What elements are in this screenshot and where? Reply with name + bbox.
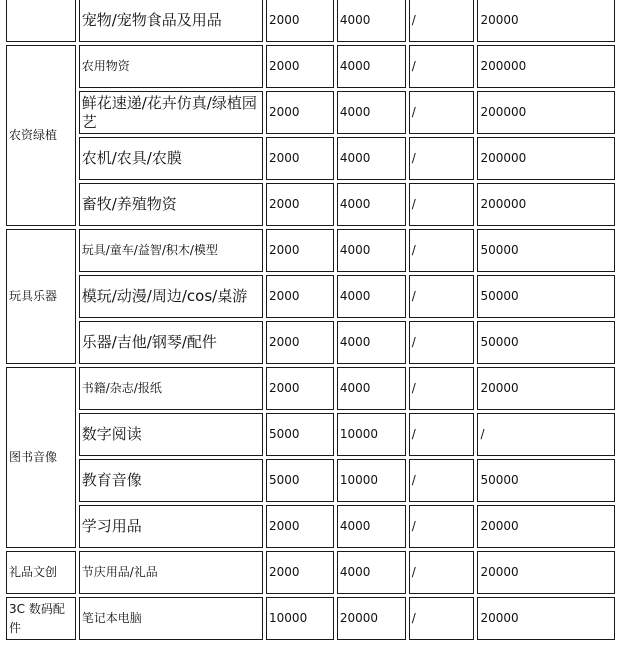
- deposit-cell: 4000: [337, 183, 406, 226]
- fee-cell: /: [409, 505, 475, 548]
- min-deposit-cell: 2000: [266, 137, 334, 180]
- min-deposit-cell: 2000: [266, 367, 334, 410]
- table-row: [6, 183, 615, 226]
- subcategory-cell: 书籍/杂志/报纸: [79, 367, 263, 410]
- min-deposit-cell: 2000: [266, 0, 334, 42]
- fee-cell: /: [409, 413, 475, 456]
- min-deposit-cell: 10000: [266, 597, 334, 640]
- min-deposit-cell: 5000: [266, 459, 334, 502]
- table-row: [6, 0, 615, 42]
- subcategory-cell: 节庆用品/礼品: [79, 551, 263, 594]
- fee-cell: /: [409, 45, 475, 88]
- limit-cell: 20000: [477, 551, 615, 594]
- deposit-cell: 20000: [337, 597, 406, 640]
- subcategory-cell: 模玩/动漫/周边/cos/桌游: [79, 275, 263, 318]
- min-deposit-cell: 2000: [266, 229, 334, 272]
- min-deposit-cell: 2000: [266, 505, 334, 548]
- subcategory-cell: 教育音像: [79, 459, 263, 502]
- deposit-cell: 4000: [337, 45, 406, 88]
- subcategory-cell: 笔记本电脑: [79, 597, 263, 640]
- table-row: [6, 597, 615, 640]
- category-cell: 礼品文创: [6, 551, 76, 594]
- category-cell: 3C 数码配件: [6, 597, 76, 640]
- min-deposit-cell: 2000: [266, 275, 334, 318]
- table-row: [6, 91, 615, 134]
- fee-cell: /: [409, 183, 475, 226]
- table-row: [6, 45, 615, 88]
- fee-cell: /: [409, 229, 475, 272]
- limit-cell: /: [477, 413, 615, 456]
- table-body: [6, 0, 615, 640]
- deposit-cell: 4000: [337, 367, 406, 410]
- subcategory-cell: 宠物/宠物食品及用品: [79, 0, 263, 42]
- min-deposit-cell: 5000: [266, 413, 334, 456]
- subcategory-cell: 鲜花速递/花卉仿真/绿植园艺: [79, 91, 263, 134]
- fee-cell: /: [409, 367, 475, 410]
- limit-cell: 20000: [477, 505, 615, 548]
- subcategory-cell: 农机/农具/农膜: [79, 137, 263, 180]
- table-row: [6, 229, 615, 272]
- deposit-cell: 4000: [337, 229, 406, 272]
- table-row: [6, 321, 615, 364]
- fee-cell: /: [409, 91, 475, 134]
- min-deposit-cell: 2000: [266, 91, 334, 134]
- fee-cell: /: [409, 137, 475, 180]
- min-deposit-cell: 2000: [266, 183, 334, 226]
- subcategory-cell: 数字阅读: [79, 413, 263, 456]
- table-row: [6, 137, 615, 180]
- min-deposit-cell: 2000: [266, 45, 334, 88]
- category-cell: [6, 0, 76, 42]
- table-row: [6, 459, 615, 502]
- limit-cell: 20000: [477, 597, 615, 640]
- table-row: [6, 275, 615, 318]
- category-cell: 农资绿植: [6, 45, 76, 226]
- limit-cell: 50000: [477, 321, 615, 364]
- min-deposit-cell: 2000: [266, 321, 334, 364]
- limit-cell: 200000: [477, 183, 615, 226]
- subcategory-cell: 乐器/吉他/钢琴/配件: [79, 321, 263, 364]
- table-row: [6, 505, 615, 548]
- limit-cell: 20000: [477, 367, 615, 410]
- deposit-cell: 4000: [337, 505, 406, 548]
- deposit-cell: 10000: [337, 459, 406, 502]
- limit-cell: 50000: [477, 459, 615, 502]
- category-cell: 图书音像: [6, 367, 76, 548]
- min-deposit-cell: 2000: [266, 551, 334, 594]
- deposit-cell: 4000: [337, 275, 406, 318]
- fee-cell: /: [409, 551, 475, 594]
- limit-cell: 50000: [477, 229, 615, 272]
- deposit-cell: 4000: [337, 137, 406, 180]
- fee-cell: /: [409, 275, 475, 318]
- fee-cell: /: [409, 597, 475, 640]
- table-row: [6, 413, 615, 456]
- subcategory-cell: 畜牧/养殖物资: [79, 183, 263, 226]
- subcategory-cell: 农用物资: [79, 45, 263, 88]
- limit-cell: 20000: [477, 0, 615, 42]
- table-row: [6, 367, 615, 410]
- deposit-cell: 4000: [337, 551, 406, 594]
- category-deposit-table: [3, 0, 618, 643]
- deposit-cell: 4000: [337, 0, 406, 42]
- fee-cell: /: [409, 459, 475, 502]
- subcategory-cell: 玩具/童车/益智/积木/模型: [79, 229, 263, 272]
- deposit-cell: 4000: [337, 91, 406, 134]
- fee-cell: /: [409, 0, 475, 42]
- fee-cell: /: [409, 321, 475, 364]
- limit-cell: 200000: [477, 91, 615, 134]
- subcategory-cell: 学习用品: [79, 505, 263, 548]
- limit-cell: 200000: [477, 45, 615, 88]
- deposit-cell: 10000: [337, 413, 406, 456]
- deposit-cell: 4000: [337, 321, 406, 364]
- category-cell: 玩具乐器: [6, 229, 76, 364]
- table-row: [6, 551, 615, 594]
- limit-cell: 200000: [477, 137, 615, 180]
- limit-cell: 50000: [477, 275, 615, 318]
